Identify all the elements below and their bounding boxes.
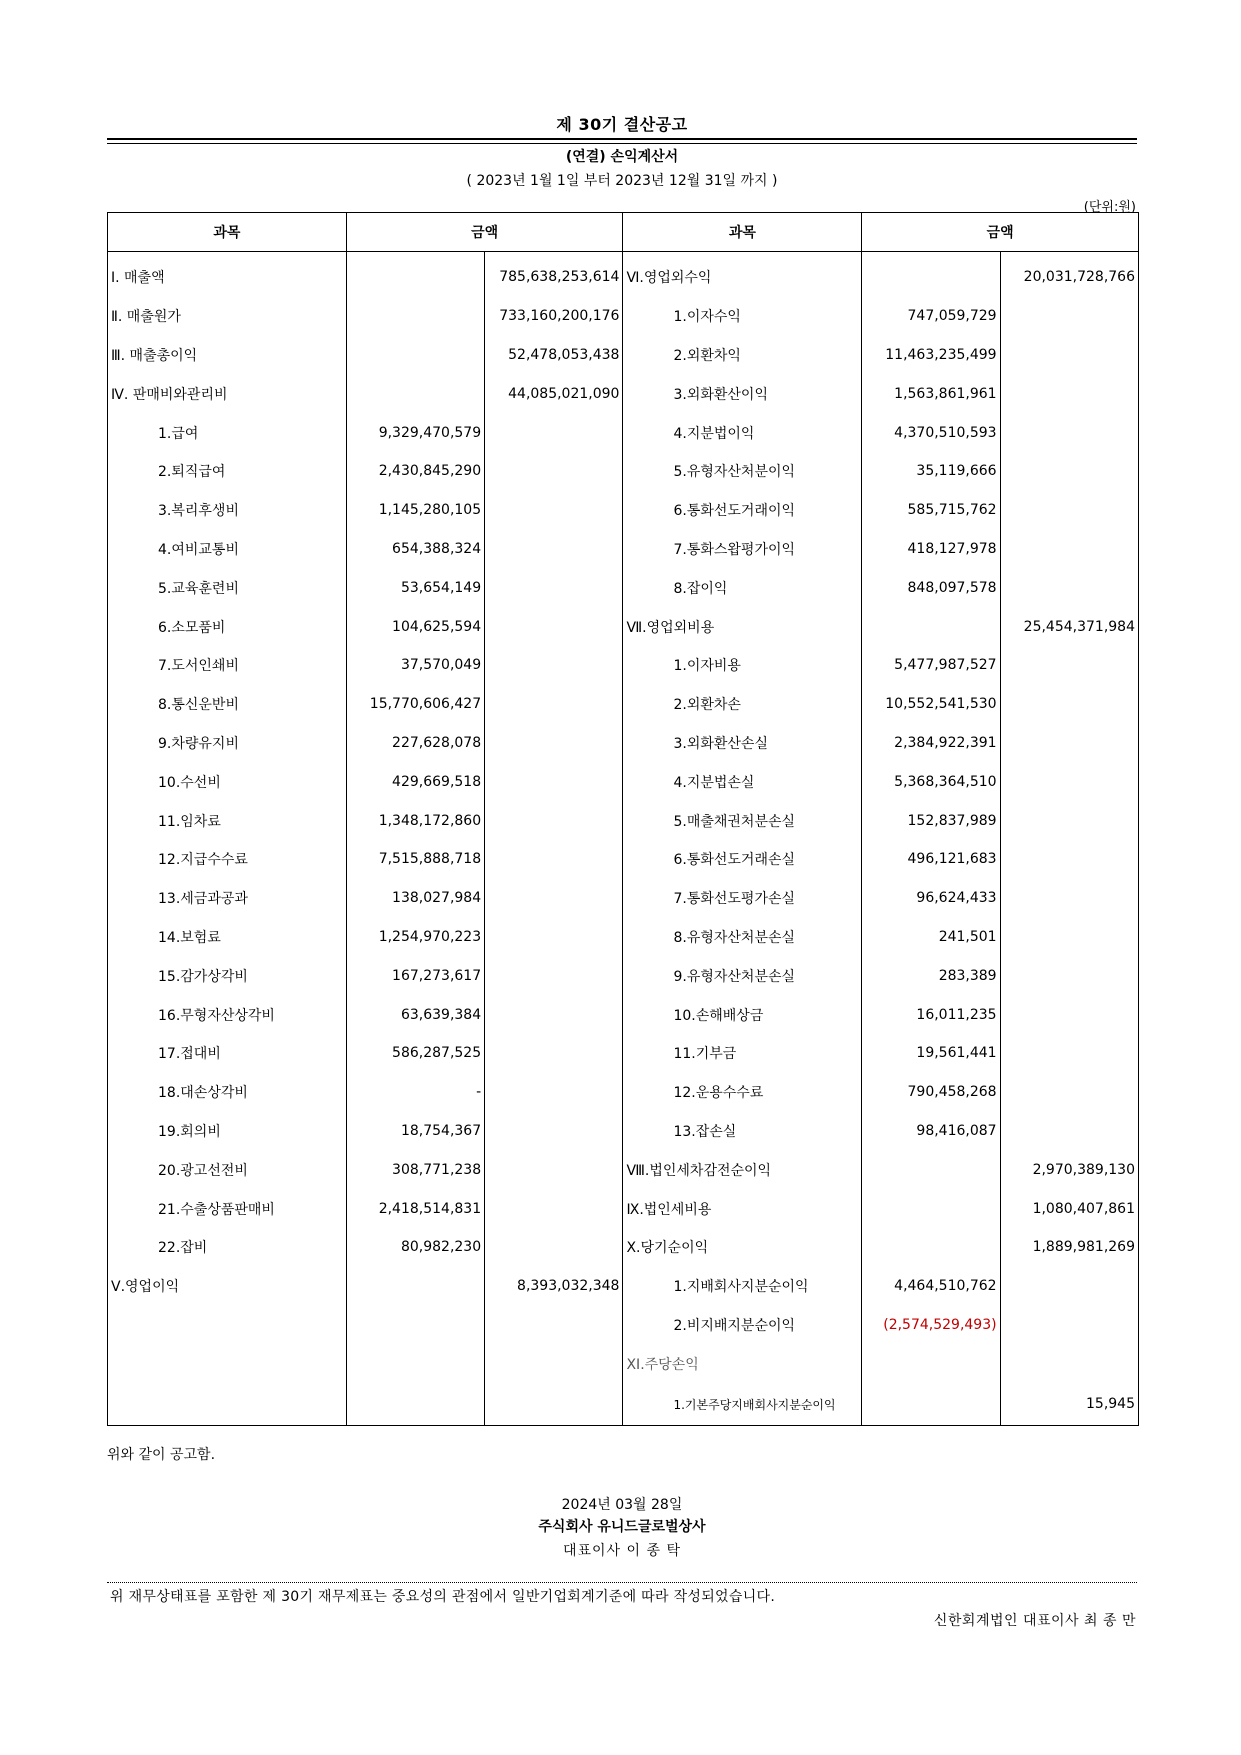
reporting-period: ( 2023년 1월 1일 부터 2023년 12월 31일 까지 ) [466,173,778,189]
right-total-amount: 1,889,981,269 [1000,1228,1138,1267]
left-total-amount [485,1306,623,1345]
dotted-divider [107,1582,1137,1583]
left-detail-amount [346,252,484,297]
table-row [108,762,1139,801]
right-detail-amount [862,1150,1000,1189]
left-detail-amount: 37,570,049 [346,646,484,685]
right-detail-amount: 418,127,978 [862,530,1000,569]
table-row [108,1383,1139,1426]
left-account-name: 5.교육훈련비 [108,568,347,607]
right-account-name: Ⅶ.영업외비용 [623,607,862,646]
left-detail-amount: 654,388,324 [346,530,484,569]
left-total-amount [485,1034,623,1073]
left-total-amount [485,1228,623,1267]
left-total-amount [485,646,623,685]
right-account-name: 1.기본주당지배회사지분순이익 [623,1383,862,1426]
left-detail-amount [346,374,484,413]
left-detail-amount: 586,287,525 [346,1034,484,1073]
left-account-name: Ⅲ. 매출총이익 [108,336,347,375]
company-name: 주식회사 유니드글로벌상사 [538,1519,706,1535]
right-detail-amount: 98,416,087 [862,1112,1000,1151]
table-row [108,1073,1139,1112]
right-account-name: 4.지분법손실 [623,762,862,801]
left-detail-amount [346,1344,484,1383]
right-detail-amount: 5,368,364,510 [862,762,1000,801]
left-account-name: 9.차량유지비 [108,724,347,763]
left-total-amount [485,568,623,607]
right-account-name: 5.매출채권처분손실 [623,801,862,840]
table-row [108,1112,1139,1151]
right-total-amount [1000,1034,1138,1073]
table-row [108,1189,1139,1228]
right-detail-amount: 496,121,683 [862,840,1000,879]
right-account-name: Ⅸ.법인세비용 [623,1189,862,1228]
left-detail-amount: 7,515,888,718 [346,840,484,879]
right-total-amount: 1,080,407,861 [1000,1189,1138,1228]
left-total-amount [485,995,623,1034]
right-account-name: 1.지배회사지분순이익 [623,1267,862,1306]
right-account-name: 7.통화선도평가손실 [623,879,862,918]
right-total-amount [1000,491,1138,530]
right-total-amount [1000,530,1138,569]
left-detail-amount: 167,273,617 [346,956,484,995]
table-row [108,1344,1139,1383]
left-detail-amount: 308,771,238 [346,1150,484,1189]
right-detail-amount: 5,477,987,527 [862,646,1000,685]
notice-title: 제 30기 결산공고 [556,115,688,134]
table-row [108,1150,1139,1189]
left-total-amount [485,530,623,569]
left-total-amount [485,607,623,646]
right-account-name: Ⅹ.당기순이익 [623,1228,862,1267]
right-detail-amount: 790,458,268 [862,1073,1000,1112]
right-account-name: 4.지분법이익 [623,413,862,452]
right-account-name: 1.이자수익 [623,297,862,336]
header-account-left: 과목 [108,213,347,252]
right-total-amount [1000,413,1138,452]
audit-note: 위 재무상태표를 포함한 제 30기 재무제표는 중요성의 관점에서 일반기업회계기준에 따라 작성되었습니다. [110,1589,776,1605]
right-account-name: 13.잡손실 [623,1112,862,1151]
table-row [108,374,1139,413]
left-total-amount [485,879,623,918]
right-total-amount [1000,452,1138,491]
table-row [108,724,1139,763]
left-detail-amount: 63,639,384 [346,995,484,1034]
left-total-amount [485,1150,623,1189]
left-total-amount [485,840,623,879]
table-row [108,568,1139,607]
left-total-amount [485,491,623,530]
header-account-right: 과목 [623,213,862,252]
table-row [108,297,1139,336]
ceo-name: 대표이사 이 종 탁 [562,1543,682,1559]
left-account-name: 6.소모품비 [108,607,347,646]
right-detail-amount: 2,384,922,391 [862,724,1000,763]
left-detail-amount: 9,329,470,579 [346,413,484,452]
left-account-name: 1.급여 [108,413,347,452]
right-total-amount [1000,1306,1138,1345]
auditor-name: 신한회계법인 대표이사 최 종 만 [933,1613,1136,1629]
right-account-name: Ⅷ.법인세차감전순이익 [623,1150,862,1189]
right-detail-amount: 283,389 [862,956,1000,995]
right-account-name: 10.손해배상금 [623,995,862,1034]
right-total-amount [1000,956,1138,995]
left-total-amount [485,413,623,452]
left-detail-amount: 1,145,280,105 [346,491,484,530]
left-detail-amount [346,297,484,336]
right-detail-amount: 10,552,541,530 [862,685,1000,724]
left-detail-amount: 1,348,172,860 [346,801,484,840]
left-total-amount: 44,085,021,090 [485,374,623,413]
table-row [108,801,1139,840]
right-detail-amount: 4,370,510,593 [862,413,1000,452]
left-total-amount [485,918,623,957]
left-account-name [108,1383,347,1426]
table-row [108,413,1139,452]
left-total-amount [485,1073,623,1112]
notice-statement: 위와 같이 공고함. [107,1447,216,1463]
left-total-amount [485,452,623,491]
right-total-amount: 20,031,728,766 [1000,252,1138,297]
left-detail-amount: 2,418,514,831 [346,1189,484,1228]
right-total-amount [1000,646,1138,685]
title-rule-thick [107,138,1137,140]
left-account-name: 20.광고선전비 [108,1150,347,1189]
table-row [108,956,1139,995]
left-total-amount [485,1344,623,1383]
left-account-name: 13.세금과공과 [108,879,347,918]
left-total-amount [485,762,623,801]
right-detail-amount: 11,463,235,499 [862,336,1000,375]
right-total-amount [1000,336,1138,375]
left-account-name: 7.도서인쇄비 [108,646,347,685]
left-total-amount [485,1189,623,1228]
right-total-amount [1000,1073,1138,1112]
notice-date: 2024년 03월 28일 [561,1497,683,1513]
right-account-name: 2.비지배지분순이익 [623,1306,862,1345]
right-total-amount [1000,297,1138,336]
right-account-name: Ⅵ.영업외수익 [623,252,862,297]
right-detail-amount: 19,561,441 [862,1034,1000,1073]
left-detail-amount: 104,625,594 [346,607,484,646]
right-total-amount [1000,1112,1138,1151]
table-row [108,1034,1139,1073]
header-amount-left: 금액 [346,213,623,252]
left-total-amount: 733,160,200,176 [485,297,623,336]
right-account-name: 2.외환차손 [623,685,862,724]
left-account-name [108,1306,347,1345]
table-row [108,252,1139,297]
right-account-name: 1.이자비용 [623,646,862,685]
right-detail-amount [862,252,1000,297]
left-account-name: 19.회의비 [108,1112,347,1151]
right-detail-amount [862,1189,1000,1228]
left-account-name: 17.접대비 [108,1034,347,1073]
left-total-amount [485,1112,623,1151]
title-rule-thin [107,143,1137,144]
right-total-amount [1000,762,1138,801]
right-detail-amount: 4,464,510,762 [862,1267,1000,1306]
right-detail-amount [862,1383,1000,1426]
left-detail-amount: 1,254,970,223 [346,918,484,957]
left-account-name: Ⅱ. 매출원가 [108,297,347,336]
right-total-amount [1000,1267,1138,1306]
right-total-amount [1000,840,1138,879]
table-row [108,530,1139,569]
right-detail-amount: 1,563,861,961 [862,374,1000,413]
left-account-name [108,1344,347,1383]
right-account-name: XI.주당손익 [623,1344,862,1383]
right-account-name: 8.잡이익 [623,568,862,607]
left-detail-amount: 53,654,149 [346,568,484,607]
right-account-name: 3.외화환산이익 [623,374,862,413]
left-account-name: 18.대손상각비 [108,1073,347,1112]
table-row [108,918,1139,957]
right-account-name: 5.유형자산처분이익 [623,452,862,491]
table-row [108,452,1139,491]
right-detail-amount [862,607,1000,646]
left-total-amount [485,956,623,995]
left-account-name: 4.여비교통비 [108,530,347,569]
currency-unit: (단위:원) [1083,200,1136,215]
left-detail-amount: 18,754,367 [346,1112,484,1151]
left-total-amount: 52,478,053,438 [485,336,623,375]
left-account-name: 14.보험료 [108,918,347,957]
right-detail-amount: 152,837,989 [862,801,1000,840]
table-row [108,995,1139,1034]
right-account-name: 8.유형자산처분손실 [623,918,862,957]
left-account-name: Ⅰ. 매출액 [108,252,347,297]
left-account-name: 12.지급수수료 [108,840,347,879]
left-account-name: 21.수출상품판매비 [108,1189,347,1228]
right-total-amount [1000,918,1138,957]
left-detail-amount: 80,982,230 [346,1228,484,1267]
left-detail-amount: 15,770,606,427 [346,685,484,724]
left-total-amount [485,801,623,840]
right-total-amount [1000,724,1138,763]
left-detail-amount: 2,430,845,290 [346,452,484,491]
right-detail-amount: 96,624,433 [862,879,1000,918]
right-total-amount [1000,1344,1138,1383]
right-detail-amount: 35,119,666 [862,452,1000,491]
left-account-name: 11.임차료 [108,801,347,840]
right-total-amount [1000,801,1138,840]
table-row [108,336,1139,375]
right-account-name: 7.통화스왑평가이익 [623,530,862,569]
table-row [108,646,1139,685]
income-statement-table [107,212,1139,1426]
table-row [108,879,1139,918]
table-row [108,607,1139,646]
table-row [108,1228,1139,1267]
table-row [108,1267,1139,1306]
left-detail-amount: - [346,1073,484,1112]
table-row [108,685,1139,724]
left-detail-amount [346,336,484,375]
left-account-name: Ⅳ. 판매비와관리비 [108,374,347,413]
right-detail-amount: 585,715,762 [862,491,1000,530]
right-total-amount [1000,568,1138,607]
right-detail-amount [862,1228,1000,1267]
left-account-name: Ⅴ.영업이익 [108,1267,347,1306]
statement-subtitle: (연결) 손익계산서 [565,149,679,165]
right-account-name: 12.운용수수료 [623,1073,862,1112]
right-detail-amount: 16,011,235 [862,995,1000,1034]
left-detail-amount: 429,669,518 [346,762,484,801]
left-account-name: 22.잡비 [108,1228,347,1267]
right-total-amount: 25,454,371,984 [1000,607,1138,646]
table-header-row [108,213,1139,252]
left-total-amount: 8,393,032,348 [485,1267,623,1306]
left-detail-amount: 138,027,984 [346,879,484,918]
right-detail-amount: 848,097,578 [862,568,1000,607]
right-account-name: 11.기부금 [623,1034,862,1073]
right-account-name: 3.외화환산손실 [623,724,862,763]
right-total-amount: 2,970,389,130 [1000,1150,1138,1189]
right-total-amount [1000,374,1138,413]
right-total-amount [1000,879,1138,918]
right-total-amount [1000,685,1138,724]
left-total-amount [485,685,623,724]
right-account-name: 6.통화선도거래이익 [623,491,862,530]
right-detail-amount [862,1344,1000,1383]
right-account-name: 2.외환차익 [623,336,862,375]
right-total-amount: 15,945 [1000,1383,1138,1426]
left-total-amount: 785,638,253,614 [485,252,623,297]
left-account-name: 3.복리후생비 [108,491,347,530]
left-account-name: 16.무형자산상각비 [108,995,347,1034]
right-detail-amount: (2,574,529,493) [862,1306,1000,1345]
right-detail-amount: 241,501 [862,918,1000,957]
right-total-amount [1000,995,1138,1034]
table-row [108,491,1139,530]
right-account-name: 9.유형자산처분손실 [623,956,862,995]
left-detail-amount: 227,628,078 [346,724,484,763]
header-amount-right: 금액 [862,213,1139,252]
right-account-name: 6.통화선도거래손실 [623,840,862,879]
left-total-amount [485,724,623,763]
table-row [108,840,1139,879]
left-account-name: 2.퇴직급여 [108,452,347,491]
left-detail-amount [346,1306,484,1345]
left-detail-amount [346,1383,484,1426]
table-row [108,1306,1139,1345]
left-detail-amount [346,1267,484,1306]
left-total-amount [485,1383,623,1426]
left-account-name: 10.수선비 [108,762,347,801]
right-detail-amount: 747,059,729 [862,297,1000,336]
left-account-name: 8.통신운반비 [108,685,347,724]
left-account-name: 15.감가상각비 [108,956,347,995]
